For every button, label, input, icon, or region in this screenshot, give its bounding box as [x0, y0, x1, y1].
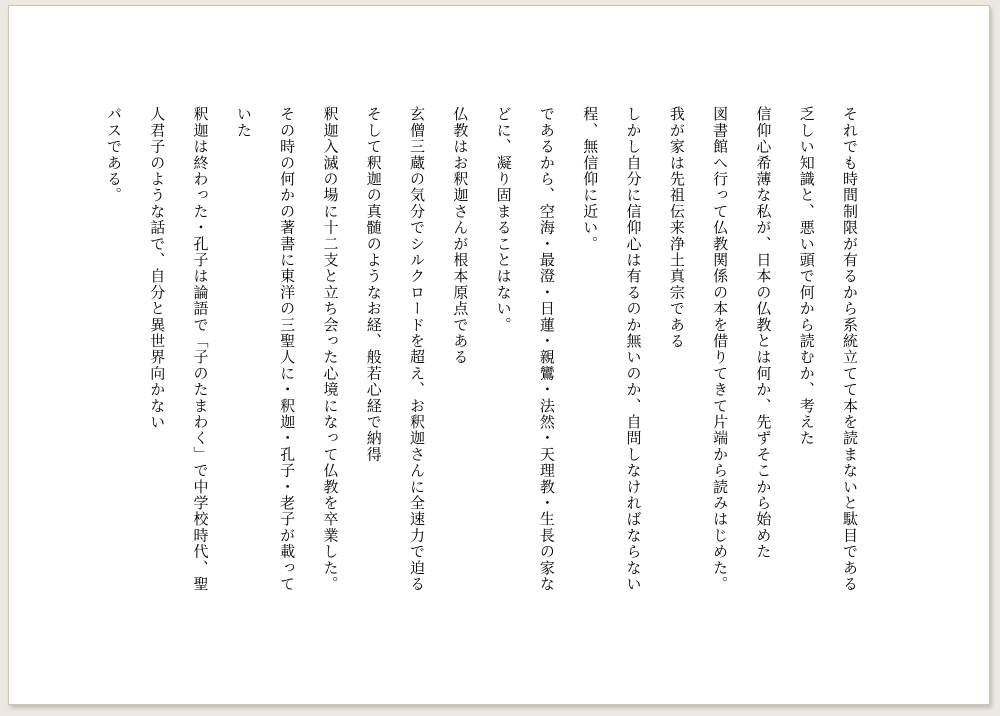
vertical-text-body: [92, 106, 871, 666]
text-line: 仏教はお釈迦さんが根本原点である: [451, 106, 470, 366]
text-line: 釈迦入滅の場に十二支と立ち会った心境になって仏教を卒業した。: [321, 106, 340, 592]
text-line: しかし自分に信仰心は有るのか無いのか、自問しなければならない: [624, 106, 643, 592]
text-line: 釈迦は終わった・孔子は論語で「子のたまわく」で中学校時代、聖: [191, 106, 210, 592]
text-line: 程、無信仰に近い。: [581, 106, 600, 252]
text-line: 玄僧三蔵の気分でシルクロードを超え、お釈迦さんに全速力で迫る: [408, 106, 427, 592]
text-line: 信仰心希薄な私が、日本の仏教とは何か、先ずそこから始めた: [754, 106, 773, 560]
text-line: パスである。: [104, 106, 123, 204]
text-line: 図書館へ行って仏教関係の本を借りてきて片端から読みはじめた。: [711, 106, 730, 592]
text-line: その時の何かの著書に東洋の三聖人に・釈迦・孔子・老子が載って: [278, 106, 297, 592]
text-line: 乏しい知識と、悪い頭で何から読むか、考えた: [797, 106, 816, 447]
text-line: それでも時間制限が有るから系統立てて本を読まないと駄目である: [841, 106, 859, 592]
text-line: いた: [234, 106, 253, 139]
document-page: [8, 5, 990, 705]
text-line: どに、凝り固まることはない。: [494, 106, 513, 333]
text-line: そして釈迦の真髄のようなお経、般若心経で納得: [364, 106, 383, 463]
text-line: 我が家は先祖伝来浄土真宗である: [667, 106, 686, 349]
text-line: であるから、空海・最澄・日蓮・親鸞・法然・天理教・生長の家な: [537, 106, 556, 592]
text-line: 人君子のような話で、自分と異世界向かない: [148, 106, 167, 430]
